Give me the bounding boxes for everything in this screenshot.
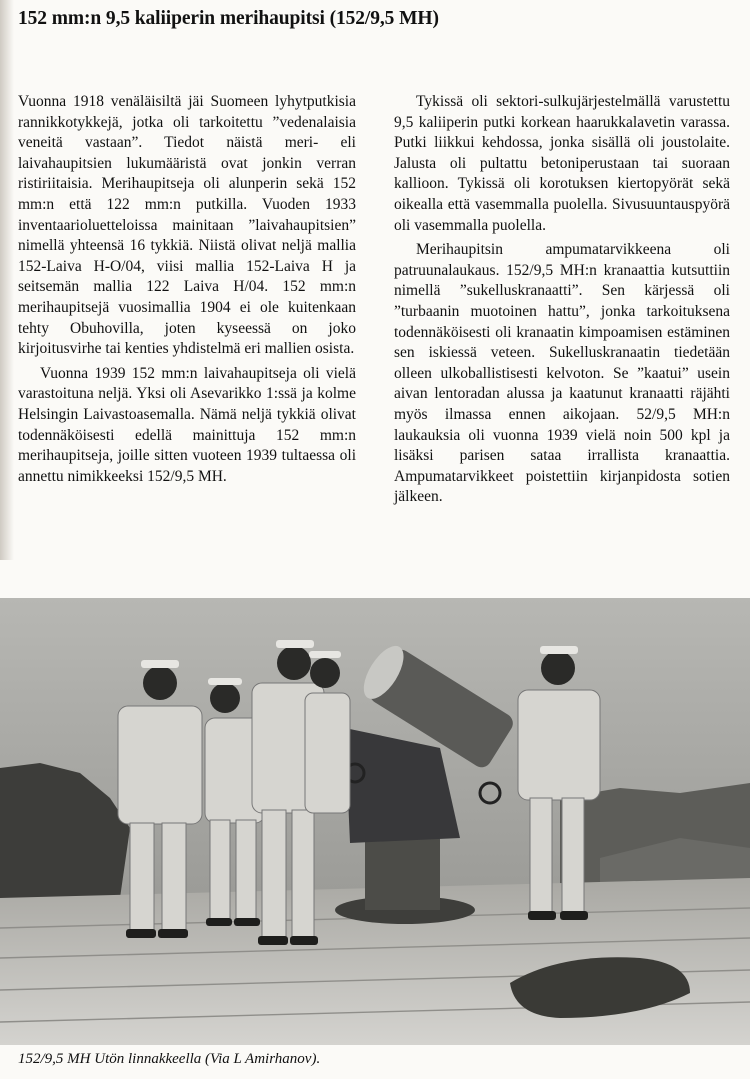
page-gutter-shadow — [0, 0, 14, 560]
paragraph: Merihaupitsin ampumatarvikkeena oli patruunalaukaus. 152/9,5 MH:n kranaattia kutsuttiin nimellä ”sukelluskranaatti”. Sen kärjessä oli ”turbaanin muotoinen hattu”, jonka tarkoituksena todennäköisesti oli kranaatin kimpoamisen estäminen sen iskiessä veteen. Sukelluskranaatin tiedetään olleen ulkoballistisesti kelvoton. Se ”kaatui” usein aivan lentoradan alussa ja kaatunut kranaatti räjähti myös ilmassa ennen aikojaan. 52/9,5 MH:n laukauksia oli vuonna 1939 vielä noin 500 kpl ja lisäksi parisen sataa irrallista kranaattia. Ampumatarvikkeet poistettiin kirjanpidosta sotien jälkeen. — [394, 241, 730, 506]
historical-photo — [0, 598, 750, 1045]
text-column-left — [18, 92, 356, 491]
paragraph: Tykissä oli sektori-sulkujärjestelmällä varustettu 9,5 kaliiperin putki korkean haarukkalavetin varassa. Putki liikkui kehdossa, jonka sisällä oli joustolaite. Jalusta oli pultattu betoniperustaan tai suoraan kallioon. Tykissä oli korotuksen kiertopyörät sekä oikealla että vasemmalla puolella. Sivusuuntauspyörä oli vasemmalla puolella. — [394, 93, 730, 234]
page-title: 152 mm:n 9,5 kaliiperin merihaupitsi (152/9,5 MH) — [18, 8, 439, 29]
paragraph: Vuonna 1918 venäläisiltä jäi Suomeen lyhytputkisia rannikkotykkejä, jotka oli tarkoitettu ”vedenalaisia veneitä vastaan”. Tiedot näistä meri- eli laivahaupitsien lukumääristä ovat jonkin verran ristiriitaisia. Merihaupitseja oli alunperin sekä 152 mm:n että 122 mm:n putkilla. Vuoden 1933 inventaarioluetteloissa mainitaan ”laivahaupitsien” nimellä yhteensä 16 tykkiä. Niistä olivat neljä mallia 152-Laiva H-O/04, viisi mallia 152-Laiva H ja seitsemän mallia 122 Laiva H/04. 152 mm:n merihaupitsejä vuosimallia 1904 ei ole kuitenkaan tehty Obuhovilla, joten kyseessä on joko kirjoitusvirhe tai kenties yhdistelmä eri mallien osista. — [18, 93, 356, 358]
photo-caption: 152/9,5 MH Utön linnakkeella (Via L Amirhanov). — [18, 1051, 321, 1067]
text-column-right — [394, 92, 730, 512]
paragraph: Vuonna 1939 152 mm:n laivahaupitseja oli vielä varastoituna neljä. Yksi oli Asevarikko 1:ssä ja kolme Helsingin Laivastoasemalla. Nämä neljä tykkiä olivat todennäköisesti edellä mainittuja 152 mm:n merihaupitseja, joille sitten vuoteen 1939 tultaessa oli annettu nimikkeeksi 152/9,5 MH. — [18, 364, 356, 485]
photo-illustration — [0, 598, 750, 1045]
